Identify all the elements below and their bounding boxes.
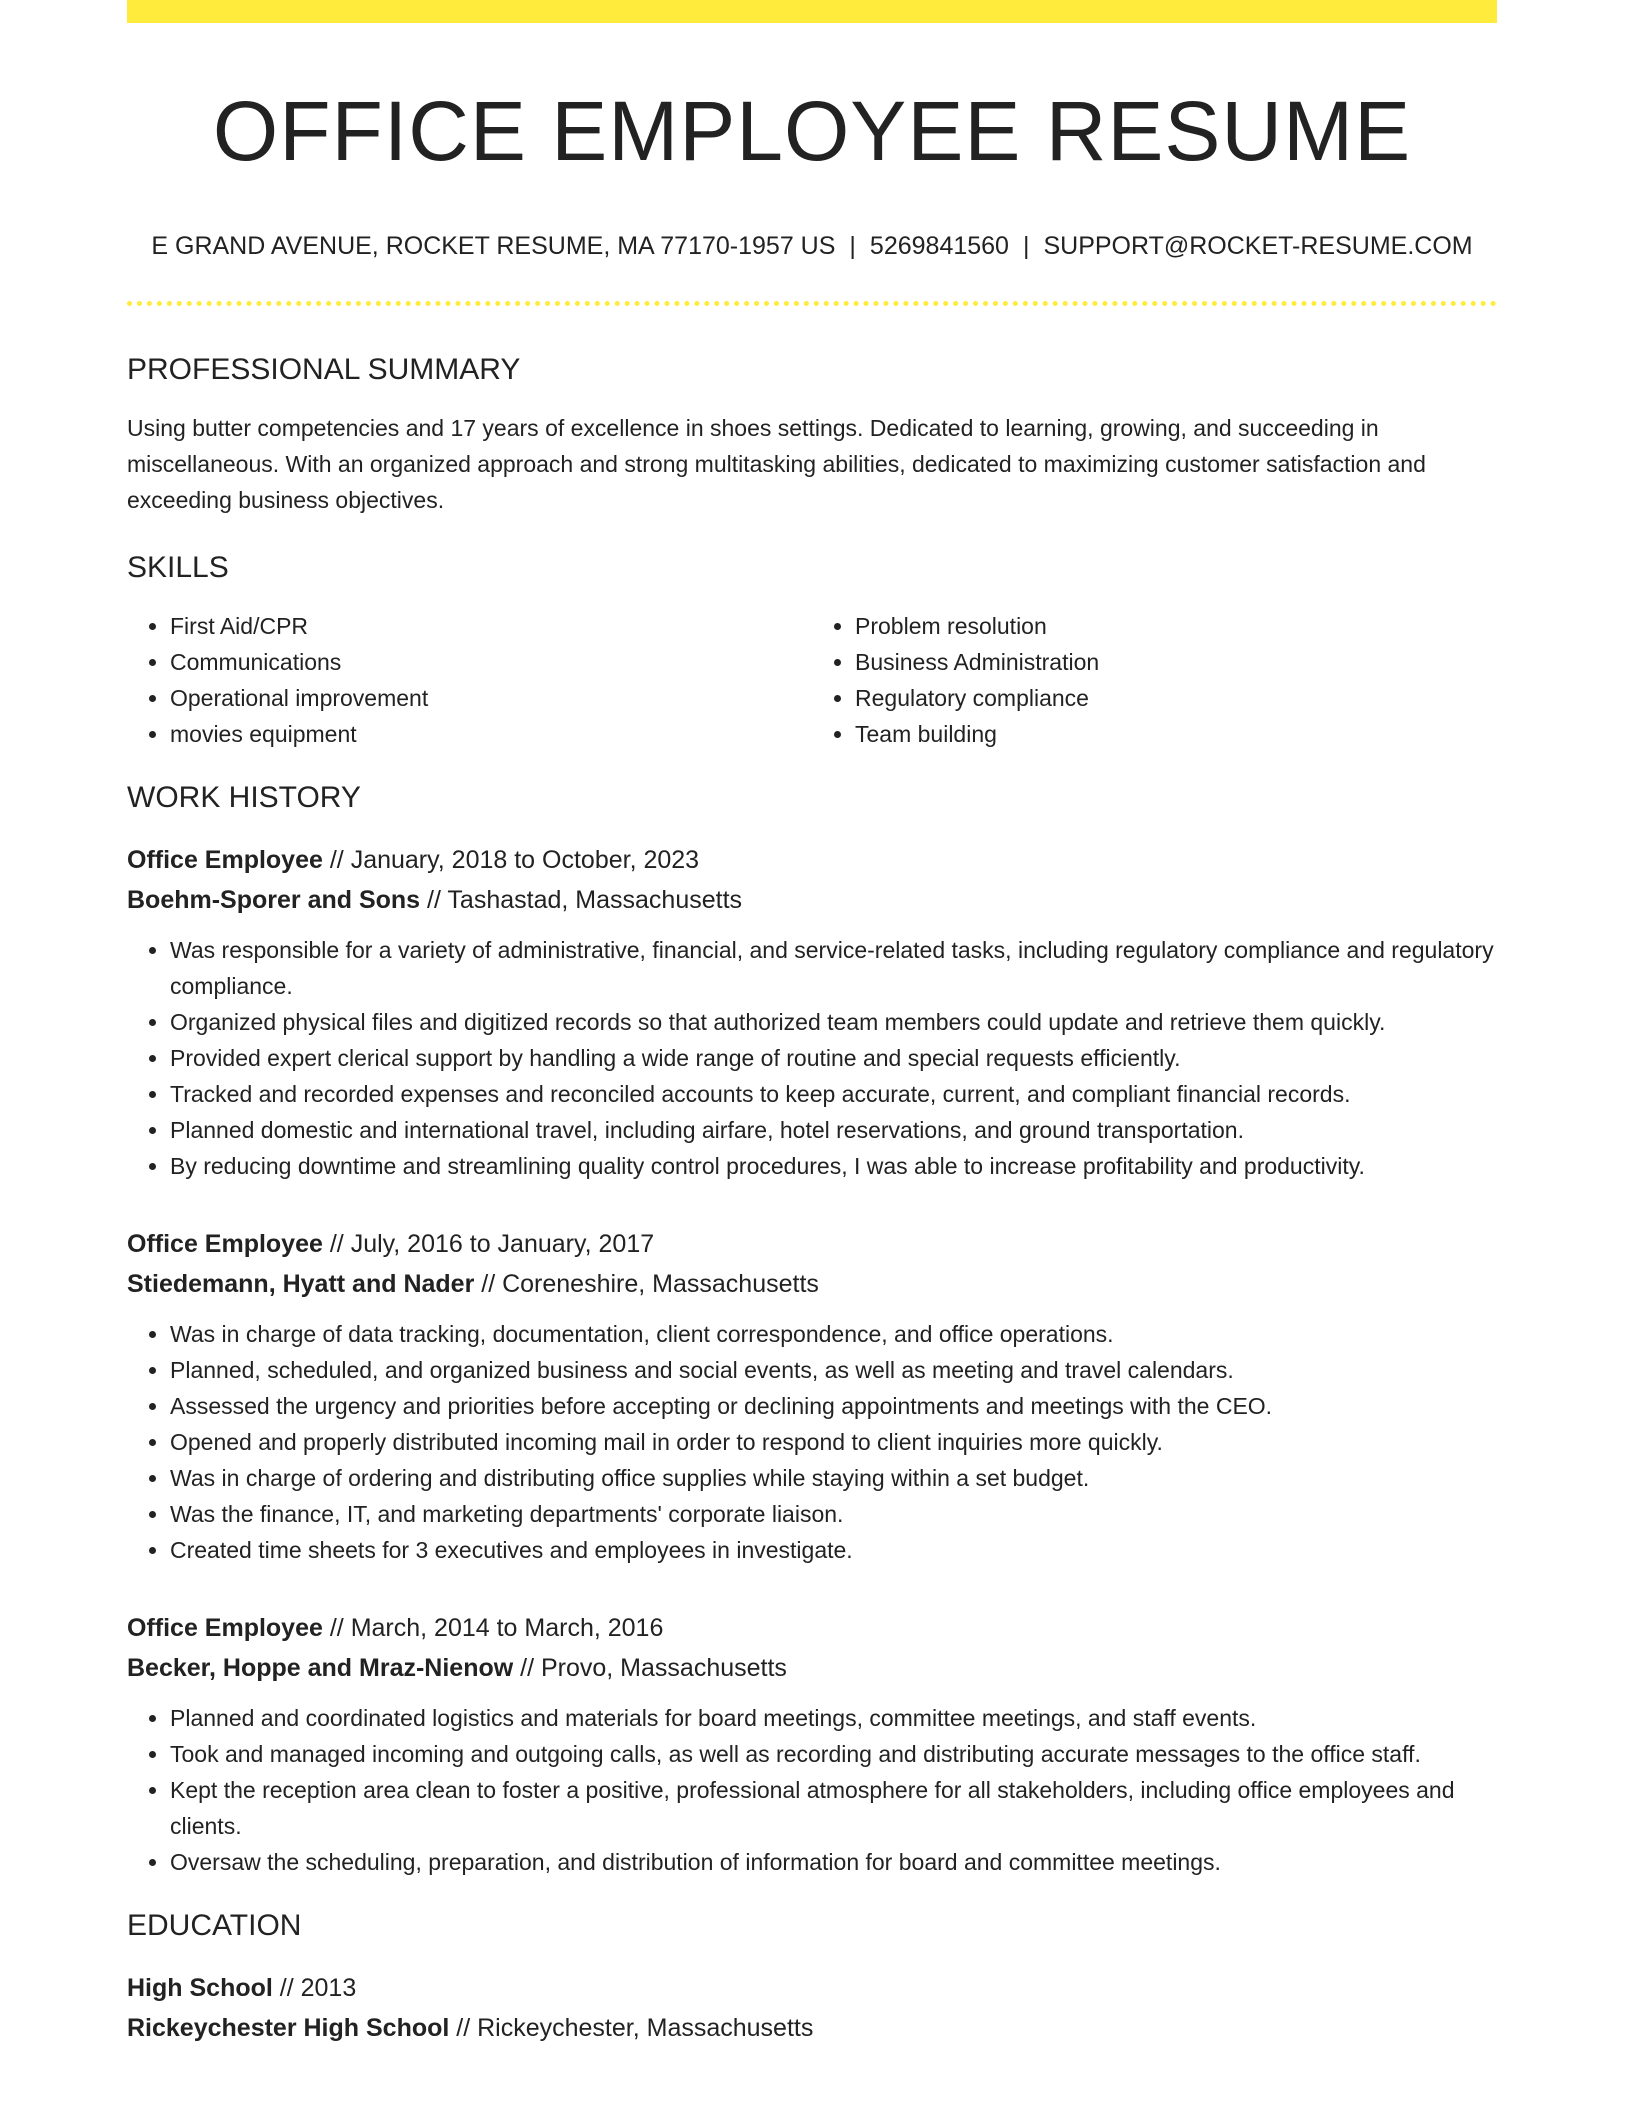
job-bullet: • Planned and coordinated logistics and materials for board meetings, committee meetings, and staff events.	[170, 1700, 1497, 1736]
resume-title: OFFICE EMPLOYEE RESUME	[212, 84, 1412, 178]
education-school-line	[127, 2008, 1497, 2048]
job-bullets	[127, 1316, 1497, 1568]
skill-item: • First Aid/CPR	[170, 608, 812, 644]
education-year: // 2013	[272, 1974, 357, 2003]
contact-line	[127, 231, 1497, 261]
skill-item: • Problem resolution	[855, 608, 1497, 644]
job-bullet: • Kept the reception area clean to foster a positive, professional atmosphere for all stakeholders, including office employees and clients.	[170, 1772, 1497, 1844]
education-heading: EDUCATION	[127, 1909, 302, 1943]
skill-item: • movies equipment	[170, 716, 812, 752]
job-dates: // July, 2016 to January, 2017	[322, 1230, 655, 1259]
work-history-heading: WORK HISTORY	[127, 781, 361, 815]
summary-section	[127, 352, 1497, 518]
education-location: // Rickeychester, Massachusetts	[449, 2014, 814, 2043]
job-dates: // March, 2014 to March, 2016	[322, 1614, 664, 1643]
job-entry	[127, 1608, 1497, 1880]
contact-address: E GRAND AVENUE, ROCKET RESUME, MA 77170-1957 US	[151, 232, 836, 261]
education-entry	[127, 1968, 1497, 2048]
job-company-line	[127, 1648, 1497, 1688]
job-bullet: • Created time sheets for 3 executives and employees in investigate.	[170, 1532, 1497, 1568]
job-location: // Provo, Massachusetts	[513, 1654, 787, 1683]
contact-email: SUPPORT@ROCKET-RESUME.COM	[1043, 232, 1473, 261]
job-bullet: • Took and managed incoming and outgoing calls, as well as recording and distributing accurate messages to the office staff.	[170, 1736, 1497, 1772]
job-company: Boehm-Sporer and Sons	[127, 886, 421, 915]
skill-item: • Regulatory compliance	[855, 680, 1497, 716]
skill-item: • Communications	[170, 644, 812, 680]
job-bullet: • Assessed the urgency and priorities before accepting or declining appointments and meetings with the CEO.	[170, 1388, 1497, 1424]
education-degree: High School	[127, 1974, 273, 2003]
contact-separator: |	[849, 232, 856, 261]
job-bullet: • Was responsible for a variety of administrative, financial, and service-related tasks, including regulatory compliance and regulatory compliance.	[170, 932, 1497, 1004]
job-entry	[127, 840, 1497, 1184]
skills-columns	[127, 608, 1497, 752]
job-bullet: • Was in charge of ordering and distributing office supplies while staying within a set budget.	[170, 1460, 1497, 1496]
skills-heading: SKILLS	[127, 551, 229, 585]
job-company: Stiedemann, Hyatt and Nader	[127, 1270, 475, 1299]
education-section	[127, 1908, 1497, 2048]
job-title: Office Employee	[127, 1614, 323, 1643]
job-bullets	[127, 932, 1497, 1184]
job-company-line	[127, 1264, 1497, 1304]
job-title-line	[127, 1608, 1497, 1648]
job-bullet: • Planned, scheduled, and organized business and social events, as well as meeting and travel calendars.	[170, 1352, 1497, 1388]
job-title: Office Employee	[127, 1230, 323, 1259]
job-bullet: • Oversaw the scheduling, preparation, and distribution of information for board and committee meetings.	[170, 1844, 1497, 1880]
job-title: Office Employee	[127, 846, 323, 875]
work-history-section	[127, 780, 1497, 1880]
skills-list-left	[127, 608, 812, 752]
summary-heading: PROFESSIONAL SUMMARY	[127, 353, 521, 387]
job-company: Becker, Hoppe and Mraz-Nienow	[127, 1654, 514, 1683]
job-bullet: • Tracked and recorded expenses and reconciled accounts to keep accurate, current, and compliant financial records.	[170, 1076, 1497, 1112]
job-bullet: • Was the finance, IT, and marketing departments' corporate liaison.	[170, 1496, 1497, 1532]
header-divider	[127, 301, 1497, 306]
education-degree-line	[127, 1968, 1497, 2008]
top-accent-bar	[127, 0, 1497, 23]
job-location: // Tashastad, Massachusetts	[420, 886, 743, 915]
job-location: // Coreneshire, Massachusetts	[474, 1270, 819, 1299]
skill-item: • Business Administration	[855, 644, 1497, 680]
job-bullet: • Planned domestic and international travel, including airfare, hotel reservations, and ground transportation.	[170, 1112, 1497, 1148]
job-bullet: • Opened and properly distributed incoming mail in order to respond to client inquiries more quickly.	[170, 1424, 1497, 1460]
summary-text: Using butter competencies and 17 years of excellence in shoes settings. Dedicated to learning, growing, and succeeding in miscellaneous. With an organized approach and strong multitasking abilities, dedicated to maximizing customer satisfaction and exceeding business objectives.	[127, 415, 1426, 514]
contact-phone: 5269841560	[869, 232, 1009, 261]
job-bullet: • Provided expert clerical support by handling a wide range of routine and special requests efficiently.	[170, 1040, 1497, 1076]
job-company-line	[127, 880, 1497, 920]
job-title-line	[127, 1224, 1497, 1264]
skills-list-right	[812, 608, 1497, 752]
contact-separator: |	[1022, 232, 1030, 261]
skills-section	[127, 550, 1497, 752]
job-title-line	[127, 840, 1497, 880]
job-bullet: • Was in charge of data tracking, documentation, client correspondence, and office operations.	[170, 1316, 1497, 1352]
education-school: Rickeychester High School	[127, 2014, 450, 2043]
job-bullet: • By reducing downtime and streamlining quality control procedures, I was able to increase profitability and productivity.	[170, 1148, 1497, 1184]
skill-item: • Operational improvement	[170, 680, 812, 716]
skill-item: • Team building	[855, 716, 1497, 752]
job-bullet: • Organized physical files and digitized records so that authorized team members could update and retrieve them quickly.	[170, 1004, 1497, 1040]
job-bullets	[127, 1700, 1497, 1880]
job-dates: // January, 2018 to October, 2023	[322, 846, 700, 875]
job-entry	[127, 1224, 1497, 1568]
resume-content	[127, 0, 1497, 2048]
